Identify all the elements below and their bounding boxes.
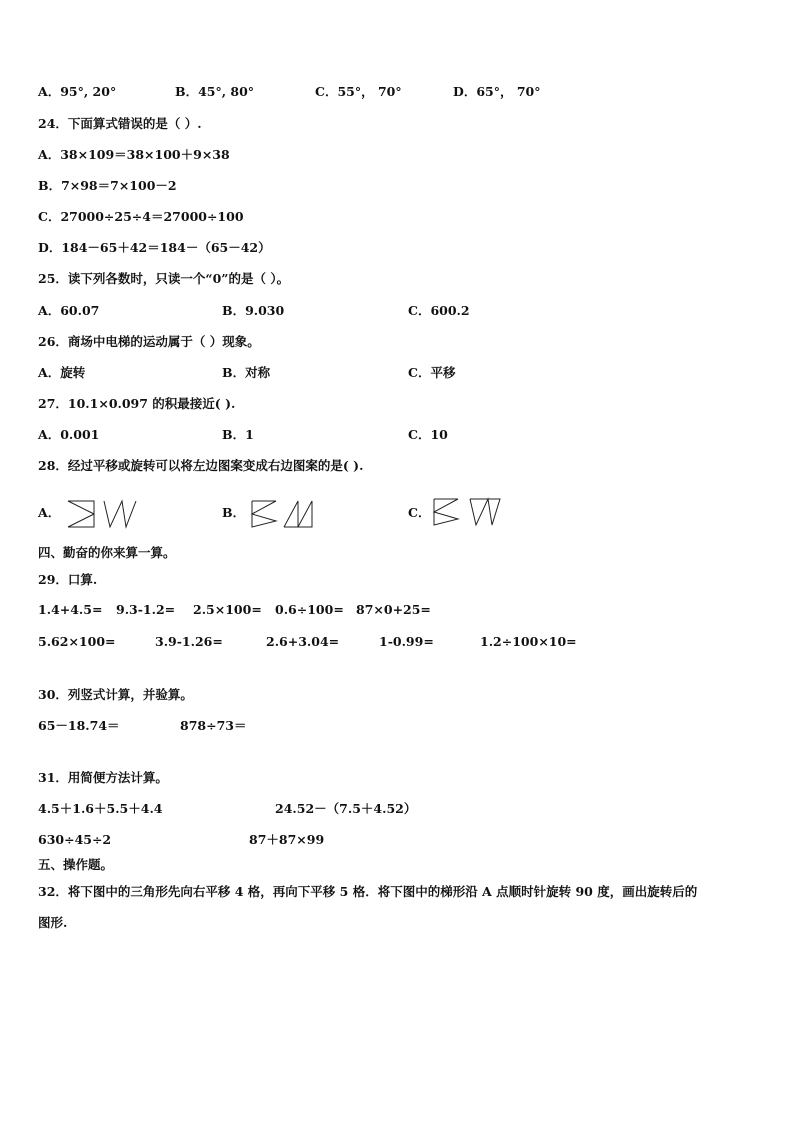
q31-item: 4.5＋1.6＋5.5＋4.4 xyxy=(38,801,163,816)
q26-option-b: B．对称 xyxy=(222,365,271,380)
q28-option-a: A． xyxy=(38,505,61,520)
q23-option-d: D．65°， 70° xyxy=(453,84,541,99)
q24-option-a: A．38×109＝38×100＋9×38 xyxy=(38,147,230,162)
q30-item: 878÷73＝ xyxy=(180,718,247,733)
q32-text-line2: 图形. xyxy=(38,915,68,930)
q29-item: 0.6÷100= xyxy=(275,602,344,617)
q30-item: 65－18.74＝ xyxy=(38,718,120,733)
q28-b-right-shape xyxy=(284,501,312,527)
q29-item: 1.4+4.5= xyxy=(38,602,103,617)
q29-item: 5.62×100= xyxy=(38,634,116,649)
q31-item: 630÷45÷2 xyxy=(38,832,112,847)
q28-figure-b xyxy=(250,497,322,529)
q24-option-b: B．7×98＝7×100－2 xyxy=(38,178,177,193)
q30-title: 30．列竖式计算，并验算。 xyxy=(38,687,193,702)
q32-text-line1: 32．将下图中的三角形先向右平移 4 格，再向下平移 5 格．将下图中的梯形沿 A 点顺时针旋转 90 度，画出旋转后的 xyxy=(38,884,698,899)
section-5-heading: 五、操作题。 xyxy=(38,857,114,872)
q28-a-right-shape xyxy=(104,501,136,527)
q26-question: 26．商场中电梯的运动属于（ ）现象。 xyxy=(38,334,260,349)
q29-item: 2.5×100= xyxy=(193,602,262,617)
q28-a-left-shape xyxy=(68,501,94,527)
q25-option-b: B．9.030 xyxy=(222,303,285,318)
q31-item: 24.52－（7.5＋4.52） xyxy=(275,801,417,816)
q28-a-left-diagonal xyxy=(68,501,94,514)
q23-option-c: C．55°， 70° xyxy=(315,84,402,99)
q29-item: 2.6+3.04= xyxy=(266,634,340,649)
q29-item: 87×0+25= xyxy=(356,602,431,617)
q23-option-b: B．45°, 80° xyxy=(175,84,255,99)
q28-a-left-diagonal2 xyxy=(68,514,94,527)
q25-option-c: C．600.2 xyxy=(408,303,470,318)
q27-option-b: B．1 xyxy=(222,427,254,442)
q28-option-b: B． xyxy=(222,505,246,520)
q29-title: 29．口算. xyxy=(38,572,98,587)
q27-option-a: A．0.001 xyxy=(38,427,100,442)
q31-item: 87＋87×99 xyxy=(249,832,325,847)
q28-c-left-shape xyxy=(434,499,458,525)
q29-item: 1-0.99= xyxy=(379,634,434,649)
q24-question: 24．下面算式错误的是（ ）. xyxy=(38,116,202,131)
q28-c-right-shape xyxy=(470,499,500,525)
q28-figure-c xyxy=(432,495,504,527)
q27-option-c: C．10 xyxy=(408,427,448,442)
q28-option-c: C． xyxy=(408,505,431,520)
q28-question: 28．经过平移或旋转可以将左边图案变成右边图案的是( ). xyxy=(38,458,364,473)
q26-option-a: A．旋转 xyxy=(38,365,86,380)
q25-question: 25．读下列各数时，只读一个“0”的是（ ）。 xyxy=(38,271,290,286)
q25-option-a: A．60.07 xyxy=(38,303,100,318)
section-4-heading: 四、勤奋的你来算一算。 xyxy=(38,545,176,560)
q26-option-c: C．平移 xyxy=(408,365,456,380)
q29-item: 9.3-1.2= xyxy=(116,602,176,617)
q28-b-left-shape xyxy=(252,501,276,527)
q24-option-d: D．184－65＋42＝184－（65－42） xyxy=(38,240,271,255)
q29-item: 3.9-1.26= xyxy=(155,634,223,649)
q31-title: 31．用简便方法计算。 xyxy=(38,770,168,785)
q24-option-c: C．27000÷25÷4＝27000÷100 xyxy=(38,209,244,224)
q29-item: 1.2÷100×10= xyxy=(480,634,577,649)
q23-option-a: A．95°, 20° xyxy=(38,84,117,99)
q27-question: 27．10.1×0.097 的积最接近( ). xyxy=(38,396,236,411)
q28-figure-a xyxy=(66,497,138,529)
